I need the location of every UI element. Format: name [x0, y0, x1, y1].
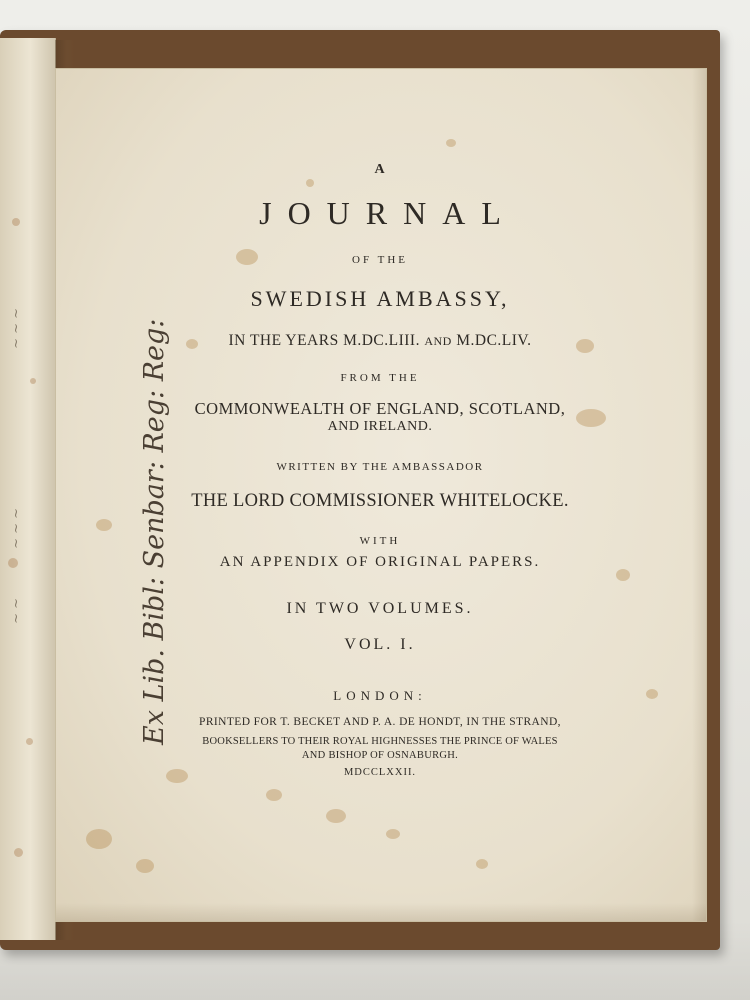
show-through-ink: ~ ~ ~ [8, 308, 23, 349]
title-volumes: IN TWO VOLUMES. [286, 600, 474, 617]
title-with: WITH [359, 535, 401, 547]
title-swedish-ambassy: SWEDISH AMBASSY, [250, 286, 510, 311]
title-ireland: AND IRELAND. [327, 419, 433, 434]
foxing-spot [26, 738, 33, 745]
foxing-spot [30, 378, 36, 384]
foxing-spot [14, 848, 23, 857]
title-journal: JOURNAL [259, 195, 517, 231]
foxing-spot [12, 218, 20, 226]
imprint-date: MDCCLXXII. [343, 767, 417, 778]
title-written-by: WRITTEN BY THE AMBASSADOR [276, 461, 484, 473]
imprint-place: LONDON: [333, 688, 427, 703]
title-of-the: OF THE [352, 254, 408, 266]
inscription-text: Ex Lib. Bibl: Senbar: Reg: Reg: [139, 318, 170, 745]
handwritten-inscription [55, 0, 175, 1000]
title-appendix: AN APPENDIX OF ORIGINAL PAPERS. [219, 554, 541, 570]
imprint-printer: PRINTED FOR T. BECKET AND P. A. DE HONDT, IN THE STRAND, [199, 716, 561, 728]
imprint-bishop: AND BISHOP OF OSNABURGH. [301, 750, 459, 761]
show-through-ink: ~ ~ ~ [8, 508, 23, 549]
title-years-suffix: M.DC.LIV. [456, 332, 532, 349]
title-article: A [374, 162, 386, 177]
title-lord-commissioner: THE LORD COMMISSIONER WHITELOCKE. [191, 491, 569, 511]
imprint-booksellers: BOOKSELLERS TO THEIR ROYAL HIGHNESSES THE PRINCE OF WALES [202, 736, 558, 747]
foxing-spot [8, 558, 18, 568]
inscription-svg [55, 0, 175, 1000]
left-page-edge [0, 38, 56, 940]
title-years-prefix: IN THE YEARS M.DC.LIII. [228, 332, 420, 349]
show-through-ink: ~ ~ [8, 598, 23, 624]
title-commonwealth: COMMONWEALTH OF ENGLAND, SCOTLAND, [194, 399, 566, 418]
title-years-and: AND [424, 334, 452, 348]
title-vol: VOL. I. [344, 636, 416, 653]
title-from-the: FROM THE [340, 372, 420, 384]
